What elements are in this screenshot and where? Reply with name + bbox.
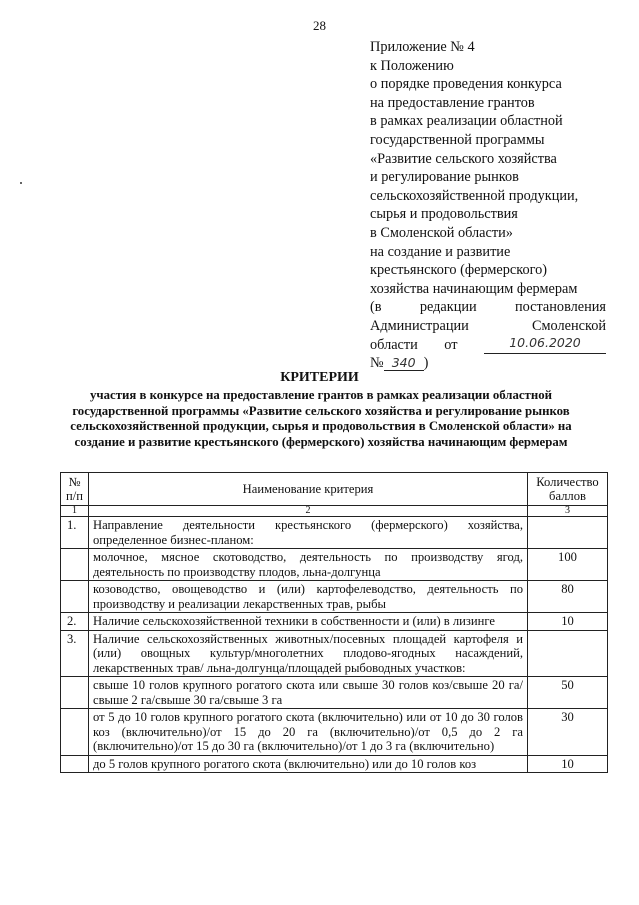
row-num <box>61 677 89 709</box>
appendix-line: на создание и развитие <box>370 243 511 260</box>
appendix-line: хозяйства начинающим фермерам <box>370 280 578 297</box>
table-header-row <box>61 473 608 506</box>
appendix-line: к Положению <box>370 57 454 74</box>
appendix-line: о порядке проведения конкурса <box>370 76 562 93</box>
row-criterion: козоводство, овощеводство и (или) картофелеводство, деятельность по производству и реализации лекарственных трав, рыбы <box>89 581 528 613</box>
edition-word: Администрации <box>370 317 469 334</box>
table-row <box>61 549 608 581</box>
table-row <box>61 677 608 709</box>
index-cell: 3 <box>528 506 608 517</box>
edition-word: Смоленской <box>531 317 606 334</box>
row-score: 30 <box>528 709 608 756</box>
appendix-line: на предоставление грантов <box>370 94 535 111</box>
edition-word: области <box>370 336 418 353</box>
row-score <box>528 630 608 677</box>
edition-line-2 <box>370 317 606 336</box>
table-row <box>61 755 608 773</box>
row-num <box>61 755 89 773</box>
index-cell: 1 <box>61 506 89 517</box>
row-num: 3. <box>61 630 89 677</box>
edition-word: от <box>444 336 458 353</box>
closing-paren: ) <box>423 355 429 372</box>
appendix-line: крестьянского (фермерского) <box>370 262 548 279</box>
row-score <box>528 517 608 549</box>
appendix-line: государственной программы <box>370 131 545 148</box>
table-row <box>61 517 608 549</box>
table-index-row <box>61 506 608 517</box>
header-name: Наименование критерия <box>89 473 528 506</box>
row-score: 10 <box>528 613 608 631</box>
appendix-line: «Развитие сельского хозяйства <box>370 150 557 167</box>
row-criterion: от 5 до 10 голов крупного рогатого скота (включительно) или от 10 до 30 голов коз (включительно)/от 15 до 20 га (включительно)/от 0,5 до 2 га (включительно)/от 15 до 30 га (включительно)/от 1 до 3 га (включительно) <box>89 709 528 756</box>
header-score: Количество баллов <box>528 473 608 506</box>
appendix-line: сырья и продовольствия <box>370 206 518 223</box>
row-criterion: свыше 10 голов крупного рогатого скота или свыше 30 голов коз/свыше 20 га/свыше 2 га/свыше 30 га/свыше 3 га <box>89 677 528 709</box>
edition-line-3 <box>370 336 606 355</box>
index-cell: 2 <box>89 506 528 517</box>
row-score: 80 <box>528 581 608 613</box>
edition-word: постановления <box>515 299 606 316</box>
row-num: 2. <box>61 613 89 631</box>
appendix-line: в рамках реализации областной <box>370 113 563 130</box>
row-criterion: Направление деятельности крестьянского (фермерского) хозяйства, определенное бизнес-планом: <box>89 517 528 549</box>
appendix-line: и регулирование рынков <box>370 169 519 186</box>
table-row <box>61 613 608 631</box>
edition-line-1 <box>370 298 606 317</box>
row-num <box>61 709 89 756</box>
row-criterion: до 5 голов крупного рогатого скота (включительно) или до 10 голов коз <box>89 755 528 773</box>
number-label: № <box>370 355 384 372</box>
row-score: 100 <box>528 549 608 581</box>
row-score: 50 <box>528 677 608 709</box>
row-criterion: молочное, мясное скотоводство, деятельность по производству ягод, деятельность по производству плодов, льна-долгунца <box>89 549 528 581</box>
appendix-block <box>370 38 606 373</box>
row-criterion: Наличие сельскохозяйственных животных/посевных площадей картофеля и (или) овощных культур/многолетних плодово-ягодных насаждений, лекарственных трав/ льна-долгунца/площадей рыбоводных участков: <box>89 630 528 677</box>
table-row <box>61 630 608 677</box>
document-subtitle: участия в конкурсе на предоставление грантов в рамках реализации областной государственной программы «Развитие сельского хозяйства и регулирование рынков сельскохозяйственной продукции, сырья и продовольствия в Смоленской области» на создание и развитие крестьянского (фермерского) хозяйства начинающим фермерам <box>70 388 572 449</box>
edition-word: (в <box>370 299 382 316</box>
criteria-table <box>60 472 608 773</box>
header-num: № п/п <box>61 473 89 506</box>
row-criterion: Наличие сельскохозяйственной техники в собственности и (или) в лизинге <box>89 613 528 631</box>
table-row <box>61 709 608 756</box>
appendix-line: Приложение № 4 <box>370 39 475 55</box>
row-score: 10 <box>528 755 608 773</box>
row-num <box>61 549 89 581</box>
row-num: 1. <box>61 517 89 549</box>
stray-dot <box>20 182 22 184</box>
appendix-line: в Смоленской области» <box>370 224 513 241</box>
row-num <box>61 581 89 613</box>
appendix-line: сельскохозяйственной продукции, <box>370 187 579 204</box>
edition-word: редакции <box>419 299 477 316</box>
document-title: КРИТЕРИИ <box>280 370 359 385</box>
handwritten-number: 340 <box>384 356 424 371</box>
table-row <box>61 581 608 613</box>
handwritten-date: 10.06.2020 <box>484 336 606 355</box>
page-number: 28 <box>313 18 326 33</box>
